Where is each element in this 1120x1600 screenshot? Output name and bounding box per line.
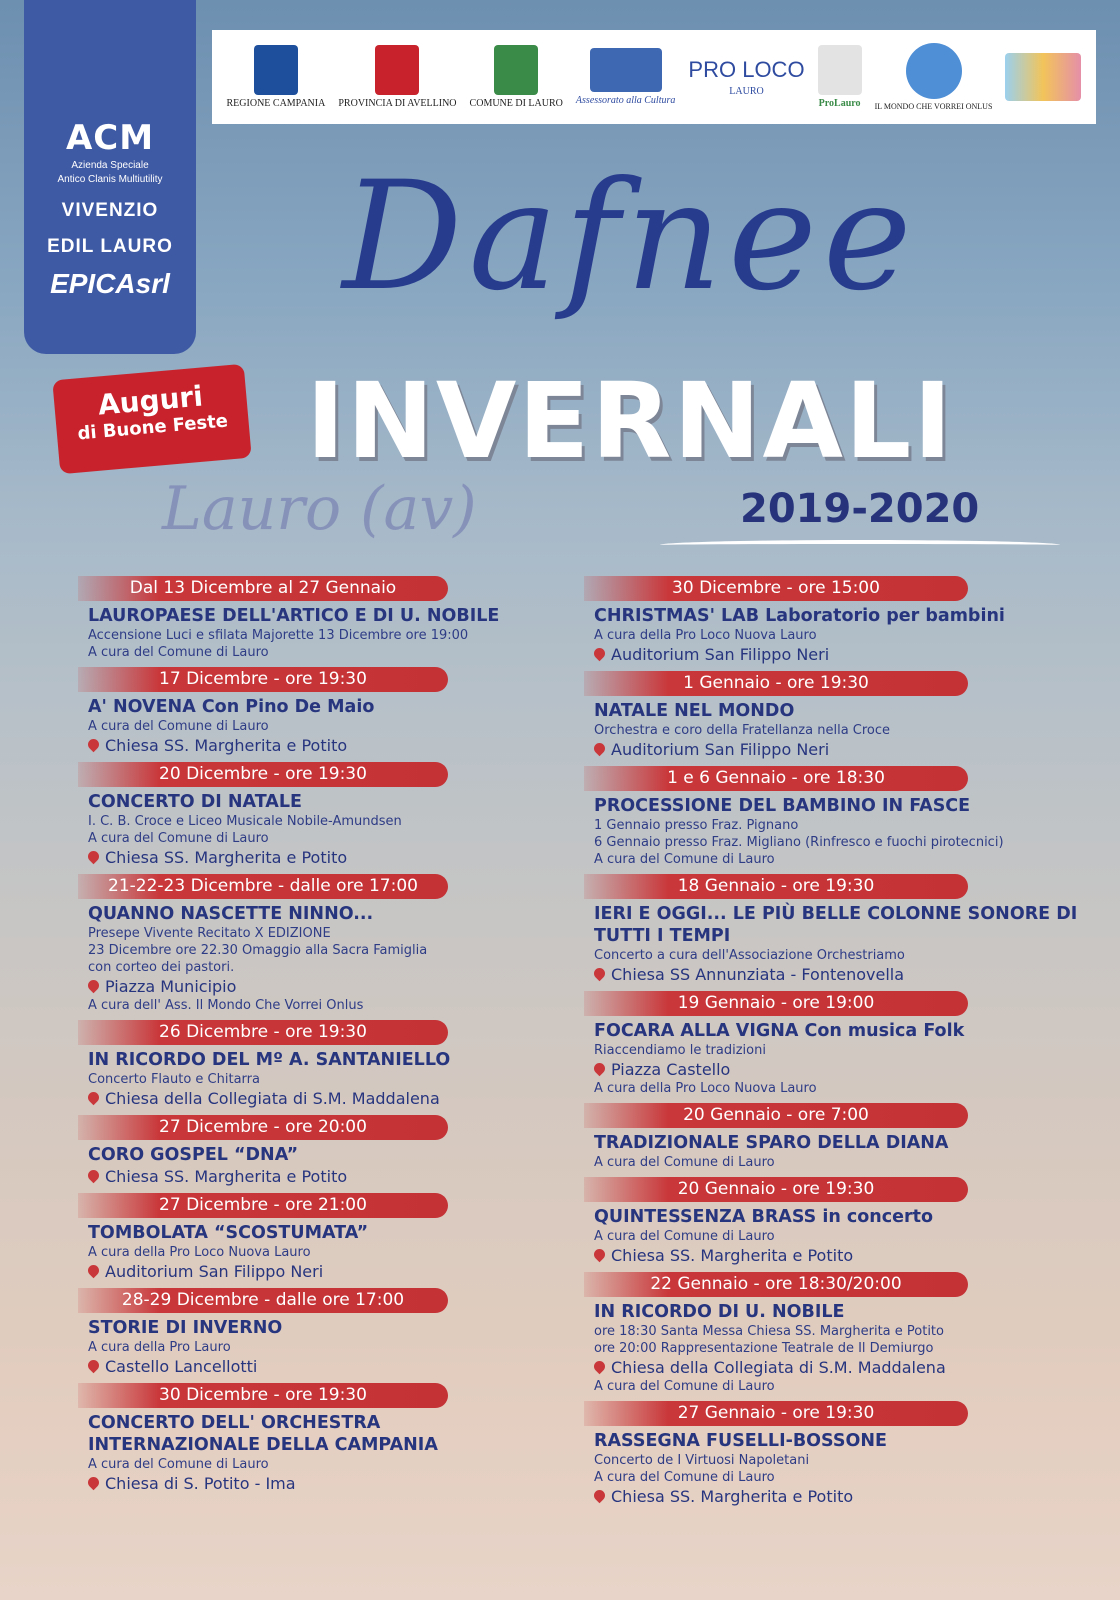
event-detail: A cura della Pro Loco Nuova Lauro — [594, 1081, 817, 1096]
event-detail: A cura del Comune di Lauro — [88, 719, 269, 734]
logo-proloco — [688, 37, 804, 117]
event-detail: Orchestra e coro della Fratellanza nella Croce — [594, 723, 891, 738]
event-location — [594, 1059, 1084, 1080]
logo-proloco-sub: LAURO — [729, 86, 764, 97]
event-detail: A cura del Comune di Lauro — [88, 1457, 269, 1472]
event-title: RASSEGNA FUSELLI-BOSSONE — [594, 1431, 887, 1451]
logo-comune-label: COMUNE DI LAURO — [469, 98, 563, 109]
event-date-bar: 27 Dicembre - ore 20:00 — [78, 1115, 448, 1140]
title-place: Lauro (av) — [162, 474, 477, 544]
location-pin-icon — [86, 1358, 102, 1374]
event-detail: A cura del Comune di Lauro — [594, 1379, 775, 1394]
event-card — [584, 671, 1084, 760]
event-detail: A cura del Comune di Lauro — [594, 1470, 775, 1485]
event-detail: Riaccendiamo le tradizioni — [594, 1043, 766, 1058]
event-location — [594, 1245, 1084, 1266]
event-body — [584, 601, 1084, 665]
location-pin-icon — [592, 1247, 608, 1263]
event-location — [594, 1357, 1084, 1378]
event-location — [88, 1166, 534, 1187]
event-detail: A cura del Comune di Lauro — [88, 645, 269, 660]
logo-proloco-label: PRO LOCO — [688, 57, 805, 82]
event-body — [78, 787, 534, 868]
event-detail: A cura del Comune di Lauro — [88, 831, 269, 846]
event-body — [584, 899, 1084, 985]
logo-provincia-label: PROVINCIA DI AVELLINO — [338, 98, 457, 109]
event-body — [78, 899, 534, 1014]
event-card — [584, 1103, 1084, 1171]
location-pin-icon — [86, 1475, 102, 1491]
event-detail: A cura della Pro Loco Nuova Lauro — [594, 628, 817, 643]
logo-provincia — [338, 37, 456, 117]
logo-music — [1005, 37, 1081, 117]
event-location — [88, 1088, 534, 1109]
event-date-bar: 1 e 6 Gennaio - ore 18:30 — [584, 766, 968, 791]
event-card — [78, 1193, 534, 1282]
event-location-text: Auditorium San Filippo Neri — [611, 740, 830, 759]
event-detail: 6 Gennaio presso Fraz. Migliano (Rinfresco e fuochi pirotecnici) — [594, 835, 1004, 850]
event-location — [88, 1261, 534, 1282]
event-location-text: Auditorium San Filippo Neri — [611, 645, 830, 664]
event-card — [584, 874, 1084, 985]
event-card — [584, 766, 1084, 868]
event-location-text: Chiesa SS. Margherita e Potito — [105, 736, 348, 755]
sponsor-panel — [24, 0, 196, 354]
event-card — [584, 1272, 1084, 1395]
event-date-bar: Dal 13 Dicembre al 27 Gennaio — [78, 576, 448, 601]
event-card — [78, 762, 534, 868]
castle-icon — [590, 48, 662, 92]
logo-regione — [227, 37, 326, 117]
event-card — [584, 1177, 1084, 1266]
title-main: INVERNALI — [306, 360, 954, 482]
event-detail: ore 20:00 Rappresentazione Teatrale de Il Demiurgo — [594, 1341, 934, 1356]
logo-mondo — [875, 37, 993, 117]
event-detail: Concerto Flauto e Chitarra — [88, 1072, 260, 1087]
location-pin-icon — [592, 1061, 608, 1077]
event-location-text: Chiesa della Collegiata di S.M. Maddalena — [105, 1089, 440, 1108]
event-location — [88, 1356, 534, 1377]
event-body — [78, 1408, 534, 1494]
event-location-text: Castello Lancellotti — [105, 1357, 258, 1376]
logo-assessorato-label: Assessorato alla Cultura — [575, 95, 676, 106]
event-title: CONCERTO DI NATALE — [88, 792, 302, 812]
event-location-text: Auditorium San Filippo Neri — [105, 1262, 324, 1281]
event-date-bar: 19 Gennaio - ore 19:00 — [584, 991, 968, 1016]
location-pin-icon — [592, 1488, 608, 1504]
event-date-bar: 20 Gennaio - ore 19:30 — [584, 1177, 968, 1202]
event-title: LAUROPAESE DELL'ARTICO E DI U. NOBILE — [88, 606, 500, 626]
event-title: CORO GOSPEL “DNA” — [88, 1145, 299, 1165]
event-date-bar: 20 Dicembre - ore 19:30 — [78, 762, 448, 787]
event-detail: ore 18:30 Santa Messa Chiesa SS. Margherita e Potito — [594, 1324, 944, 1339]
greeting-badge — [52, 364, 251, 474]
event-date-bar: 22 Gennaio - ore 18:30/20:00 — [584, 1272, 968, 1297]
event-card — [78, 1115, 534, 1187]
logo-prolauro-label: ProLauro — [818, 98, 861, 109]
logo-mondo-label: IL MONDO CHE VORREI ONLUS — [874, 102, 993, 111]
event-title: TOMBOLATA “SCOSTUMATA” — [88, 1223, 369, 1243]
events-column-left — [78, 576, 534, 1500]
event-card — [78, 667, 534, 756]
event-detail: con corteo dei pastori. — [88, 960, 235, 975]
event-body — [78, 1218, 534, 1282]
event-title: TRADIZIONALE SPARO DELLA DIANA — [594, 1133, 949, 1153]
event-title: NATALE NEL MONDO — [594, 701, 795, 721]
location-pin-icon — [592, 646, 608, 662]
event-detail: Concerto a cura dell'Associazione Orchestriamo — [594, 948, 905, 963]
event-location — [88, 1473, 534, 1494]
logo-strip — [212, 30, 1096, 124]
location-pin-icon — [86, 849, 102, 865]
event-card — [78, 576, 534, 661]
globe-icon — [906, 43, 962, 99]
event-location-text: Piazza Castello — [611, 1060, 731, 1079]
event-card — [78, 1383, 534, 1494]
location-pin-icon — [86, 737, 102, 753]
location-pin-icon — [86, 1090, 102, 1106]
location-pin-icon — [592, 1359, 608, 1375]
event-location-text: Chiesa della Collegiata di S.M. Maddalena — [611, 1358, 946, 1377]
event-location — [594, 964, 1084, 985]
event-detail: 23 Dicembre ore 22.30 Omaggio alla Sacra Famiglia — [88, 943, 428, 958]
tower-icon — [818, 45, 862, 95]
event-body — [584, 1202, 1084, 1266]
events-column-right — [584, 576, 1084, 1513]
event-location — [88, 976, 534, 997]
event-detail: A cura della Pro Loco Nuova Lauro — [88, 1245, 311, 1260]
event-location-text: Chiesa SS. Margherita e Potito — [611, 1487, 854, 1506]
greeting-line-2: di Buone Feste — [76, 410, 229, 445]
event-body — [584, 1016, 1084, 1097]
sponsor-vivenzio: VIVENZIO — [61, 200, 159, 221]
event-body — [78, 692, 534, 756]
sponsor-edil-lauro: EDIL LAURO — [47, 236, 173, 257]
sponsor-epica: EPICAsrl — [50, 268, 170, 299]
event-title: QUANNO NASCETTE NINNO... — [88, 904, 374, 924]
location-pin-icon — [86, 978, 102, 994]
logo-prolauro — [818, 37, 862, 117]
event-card — [78, 874, 534, 1014]
event-title: PROCESSIONE DEL BAMBINO IN FASCE — [594, 796, 971, 816]
event-location-text: Chiesa SS. Margherita e Potito — [611, 1246, 854, 1265]
sponsor-acm: ACM — [65, 118, 155, 158]
event-body — [78, 601, 534, 661]
event-card — [78, 1288, 534, 1377]
years-swoosh — [660, 540, 1060, 550]
event-card — [584, 1401, 1084, 1507]
logo-assessorato — [576, 37, 675, 117]
title-script: Dafnee — [342, 150, 918, 324]
event-location-text: Chiesa di S. Potito - Ima — [105, 1474, 296, 1493]
event-location — [594, 644, 1084, 665]
event-title: CHRISTMAS' LAB Laboratorio per bambini — [594, 606, 1005, 626]
event-date-bar: 26 Dicembre - ore 19:30 — [78, 1020, 448, 1045]
logo-comune — [470, 37, 563, 117]
event-detail: Presepe Vivente Recitato X EDIZIONE — [88, 926, 331, 941]
event-location — [88, 847, 534, 868]
event-detail: A cura del Comune di Lauro — [594, 1155, 775, 1170]
event-location-text: Chiesa SS. Margherita e Potito — [105, 1167, 348, 1186]
event-date-bar: 30 Dicembre - ore 19:30 — [78, 1383, 448, 1408]
event-title: STORIE DI INVERNO — [88, 1318, 283, 1338]
event-date-bar: 18 Gennaio - ore 19:30 — [584, 874, 968, 899]
event-date-bar: 30 Dicembre - ore 15:00 — [584, 576, 968, 601]
event-body — [78, 1140, 534, 1187]
logo-regione-label: REGIONE CAMPANIA — [226, 98, 326, 109]
comune-shield-icon — [494, 45, 538, 95]
event-date-bar: 17 Dicembre - ore 19:30 — [78, 667, 448, 692]
music-note-icon — [1005, 53, 1081, 101]
event-date-bar: 28-29 Dicembre - dalle ore 17:00 — [78, 1288, 448, 1313]
greeting-line-1: Auguri — [96, 379, 205, 422]
location-pin-icon — [592, 966, 608, 982]
event-body — [78, 1313, 534, 1377]
title-years: 2019-2020 — [740, 486, 980, 532]
event-body — [584, 791, 1084, 868]
event-body — [584, 1297, 1084, 1395]
event-date-bar: 20 Gennaio - ore 7:00 — [584, 1103, 968, 1128]
event-date-bar: 1 Gennaio - ore 19:30 — [584, 671, 968, 696]
event-location-text: Chiesa SS. Margherita e Potito — [105, 848, 348, 867]
event-body — [584, 1426, 1084, 1507]
event-detail: A cura del Comune di Lauro — [594, 1229, 775, 1244]
event-location — [594, 739, 1084, 760]
event-detail: Concerto de I Virtuosi Napoletani — [594, 1453, 810, 1468]
event-detail: A cura dell' Ass. Il Mondo Che Vorrei Onlus — [88, 998, 364, 1013]
event-detail: Accensione Luci e sfilata Majorette 13 Dicembre ore 19:00 — [88, 628, 469, 643]
event-title: IN RICORDO DI U. NOBILE — [594, 1302, 845, 1322]
event-title: A' NOVENA Con Pino De Maio — [88, 697, 375, 717]
event-body — [78, 1045, 534, 1109]
event-card — [78, 1020, 534, 1109]
event-body — [584, 1128, 1084, 1171]
event-title: IERI E OGGI... LE PIÙ BELLE COLONNE SONORE DI TUTTI I TEMPI — [594, 904, 1078, 946]
event-location — [88, 735, 534, 756]
event-detail: A cura della Pro Lauro — [88, 1340, 231, 1355]
event-body — [584, 696, 1084, 760]
location-pin-icon — [592, 741, 608, 757]
event-card — [584, 991, 1084, 1097]
location-pin-icon — [86, 1168, 102, 1184]
event-title: QUINTESSENZA BRASS in concerto — [594, 1207, 934, 1227]
location-pin-icon — [86, 1263, 102, 1279]
sponsor-acm-sub-2: Antico Clanis Multiutility — [57, 174, 163, 185]
event-title: FOCARA ALLA VIGNA Con musica Folk — [594, 1021, 965, 1041]
event-card — [584, 576, 1084, 665]
event-title: CONCERTO DELL' ORCHESTRA INTERNAZIONALE DELLA CAMPANIA — [88, 1413, 438, 1455]
event-title: IN RICORDO DEL Mº A. SANTANIELLO — [88, 1050, 451, 1070]
event-location — [594, 1486, 1084, 1507]
event-date-bar: 27 Gennaio - ore 19:30 — [584, 1401, 968, 1426]
event-date-bar: 27 Dicembre - ore 21:00 — [78, 1193, 448, 1218]
event-location-text: Piazza Municipio — [105, 977, 237, 996]
regione-emblem-icon — [254, 45, 298, 95]
event-detail: I. C. B. Croce e Liceo Musicale Nobile-Amundsen — [88, 814, 402, 829]
event-date-bar: 21-22-23 Dicembre - dalle ore 17:00 — [78, 874, 448, 899]
event-detail: A cura del Comune di Lauro — [594, 852, 775, 867]
provincia-shield-icon — [375, 45, 419, 95]
event-detail: 1 Gennaio presso Fraz. Pignano — [594, 818, 799, 833]
event-location-text: Chiesa SS Annunziata - Fontenovella — [611, 965, 905, 984]
sponsor-acm-sub-1: Azienda Speciale — [71, 160, 149, 171]
